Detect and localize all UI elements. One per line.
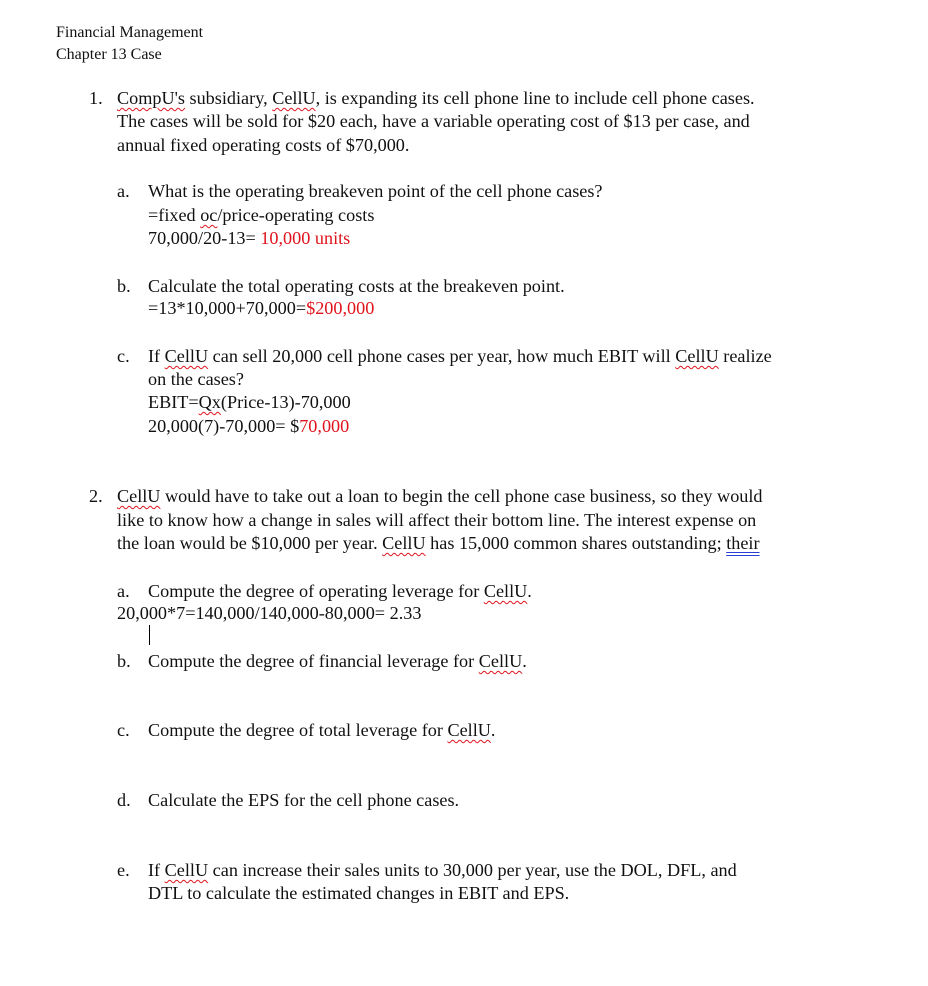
q1a-work-formula: =fixed oc/price-operating costs	[148, 205, 375, 225]
q2-text-line-1: CellU would have to take out a loan to begin the cell phone case business, so they would	[117, 486, 763, 506]
q1c-work-calc: 20,000(7)-70,000= $70,000	[148, 416, 350, 436]
q2b-label: b.	[117, 651, 131, 671]
q1b-work: =13*10,000+70,000=$200,000	[148, 298, 375, 318]
q2-text-line-3: the loan would be $10,000 per year. CellU has 15,000 common shares outstanding; their	[117, 533, 760, 553]
q1b-label: b.	[117, 276, 131, 296]
misspelled-word[interactable]: CellU	[117, 486, 161, 506]
q2b-question: Compute the degree of financial leverage for CellU.	[148, 651, 527, 671]
q1-text-line-3: annual fixed operating costs of $70,000.	[117, 135, 410, 155]
misspelled-word[interactable]: CellU	[675, 346, 719, 366]
chapter-title: Chapter 13 Case	[56, 46, 162, 63]
q2e-label: e.	[117, 860, 130, 880]
misspelled-word[interactable]: Qx	[198, 392, 221, 412]
q2-number: 2.	[89, 486, 103, 506]
course-title: Financial Management	[56, 24, 204, 41]
q1b-question: Calculate the total operating costs at the breakeven point.	[148, 276, 565, 296]
q1c-label: c.	[117, 346, 130, 366]
misspelled-word[interactable]: CellU	[478, 651, 523, 671]
misspelled-word[interactable]: CellU	[382, 533, 426, 553]
misspelled-word[interactable]: CellU	[272, 88, 316, 108]
q1-number: 1.	[89, 88, 103, 108]
q1a-work-calc: 70,000/20-13= 10,000 units	[148, 228, 351, 248]
misspelled-word[interactable]: CompU's	[117, 88, 185, 108]
q1c-work-formula: EBIT=Qx(Price-13)-70,000	[148, 392, 351, 412]
q2a-work: 20,000*7=140,000/140,000-80,000= 2.33	[117, 603, 422, 623]
q2d-question: Calculate the EPS for the cell phone cases.	[148, 790, 460, 810]
q1b-answer: $200,000	[306, 298, 375, 318]
text-cursor	[149, 625, 150, 645]
q1a-label: a.	[117, 181, 130, 201]
misspelled-word[interactable]: CellU	[447, 720, 491, 740]
q2c-label: c.	[117, 720, 130, 740]
q1-text-line-1: CompU's subsidiary, CellU, is expanding its cell phone line to include cell phone cases.	[117, 88, 755, 108]
misspelled-word[interactable]: oc	[200, 205, 218, 225]
q2a-question: Compute the degree of operating leverage for CellU.	[148, 581, 532, 601]
q1a-question: What is the operating breakeven point of the cell phone cases?	[148, 181, 603, 201]
grammar-flagged-word[interactable]: their	[726, 533, 760, 553]
q2e-question-line-1: If CellU can increase their sales units to 30,000 per year, use the DOL, DFL, and	[148, 860, 737, 880]
q1c-question-line-2: on the cases?	[148, 369, 244, 389]
q1a-answer: 10,000 units	[260, 228, 351, 248]
q1c-question-line-1: If CellU can sell 20,000 cell phone cases per year, how much EBIT will CellU realize	[148, 346, 772, 366]
q2e-question-line-2: DTL to calculate the estimated changes in EBIT and EPS.	[148, 883, 570, 903]
q1c-answer: 70,000	[299, 416, 350, 436]
q2-text-line-2: like to know how a change in sales will affect their bottom line. The interest expense on	[117, 510, 757, 530]
misspelled-word[interactable]: CellU	[164, 346, 209, 366]
misspelled-word[interactable]: CellU	[483, 581, 528, 601]
q2a-label: a.	[117, 581, 130, 601]
q2c-question: Compute the degree of total leverage for CellU.	[148, 720, 496, 740]
misspelled-word[interactable]: CellU	[164, 860, 209, 880]
q1-text-line-2: The cases will be sold for $20 each, have a variable operating cost of $13 per case, and	[117, 111, 750, 131]
q2d-label: d.	[117, 790, 131, 810]
